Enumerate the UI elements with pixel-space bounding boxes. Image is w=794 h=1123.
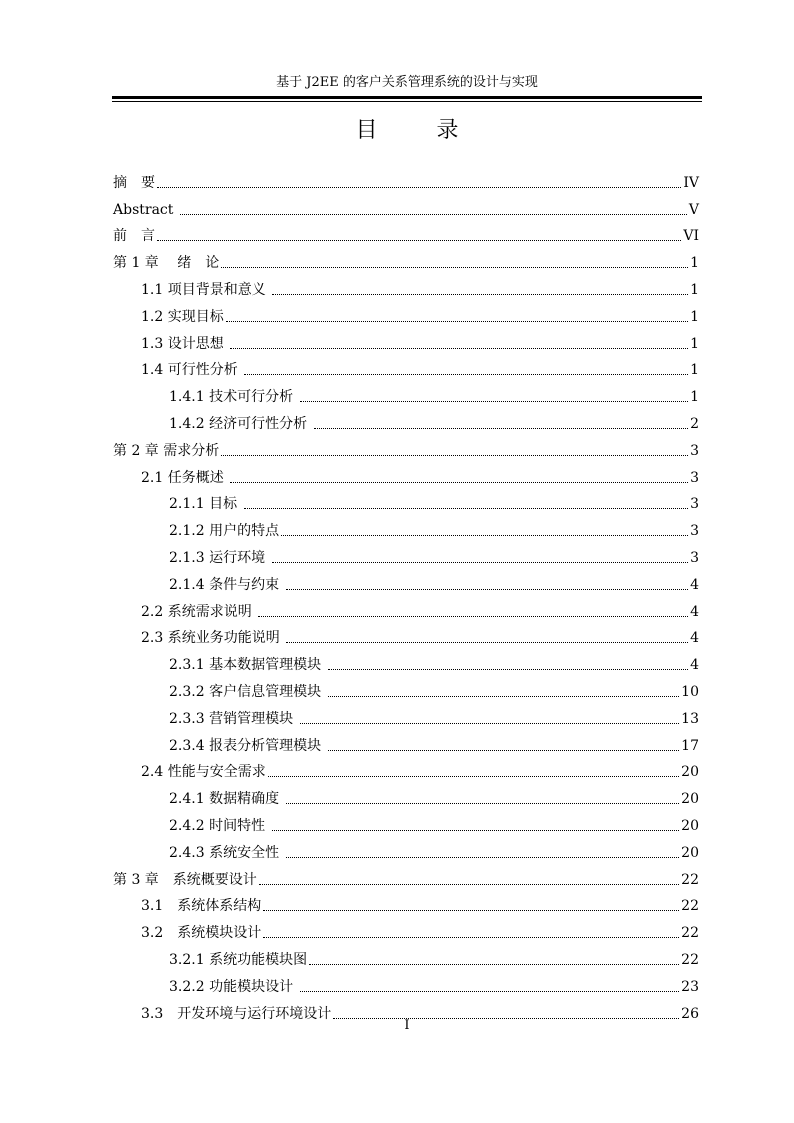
toc-entry-page: 23 [681, 978, 699, 995]
toc-entry[interactable] [113, 781, 699, 808]
toc-entry[interactable] [113, 567, 699, 594]
toc-dot-leader [272, 562, 689, 563]
toc-dot-leader [263, 910, 679, 911]
toc-entry-title: 前 言 [113, 228, 155, 245]
toc-entry-page: 4 [690, 630, 699, 647]
toc-dot-leader [258, 616, 688, 617]
toc-entry-title: 2.4 性能与安全需求 [141, 764, 266, 781]
toc-dot-leader [281, 535, 688, 536]
toc-entry-title: 3.2.2 功能模块设计 [169, 978, 298, 995]
toc-entry-page: 20 [681, 844, 699, 861]
toc-dot-leader [259, 884, 679, 885]
toc-dot-leader [180, 214, 687, 215]
toc-dot-leader [272, 830, 680, 831]
toc-entry-page: 1 [690, 255, 699, 272]
toc-entry-title: 1.3 设计思想 [141, 335, 229, 352]
toc-entry-title: 2.1.3 运行环境 [169, 549, 270, 566]
toc-entry-page: 3 [690, 523, 699, 540]
toc-entry[interactable] [113, 460, 699, 487]
toc-entry-title: 2.1.4 条件与约束 [169, 576, 284, 593]
toc-entry-page: 20 [681, 791, 699, 808]
toc-entry-page: 13 [681, 710, 699, 727]
toc-entry-title: 2.4.1 数据精确度 [169, 791, 284, 808]
toc-entry-page: 3 [690, 496, 699, 513]
toc-heading: 目 录 [355, 118, 485, 143]
toc-entry-page: 4 [690, 576, 699, 593]
toc-entry[interactable] [113, 969, 699, 996]
toc-dot-leader [230, 482, 688, 483]
toc-entry[interactable] [113, 326, 699, 353]
toc-entry-page: V [688, 201, 699, 218]
toc-entry-page: VI [683, 228, 699, 245]
toc-entry[interactable] [113, 219, 699, 246]
toc-entry[interactable] [113, 942, 699, 969]
toc-entry-title: 2.1.1 目标 [169, 496, 242, 513]
toc-entry[interactable] [113, 728, 699, 755]
toc-entry[interactable] [113, 487, 699, 514]
toc-dot-leader [286, 803, 680, 804]
page-number: I [404, 1018, 410, 1033]
toc-entry[interactable] [113, 594, 699, 621]
toc-dot-leader [221, 455, 688, 456]
toc-entry-page: IV [683, 174, 699, 191]
toc-entry-page: 3 [690, 469, 699, 486]
toc-entry[interactable] [113, 299, 699, 326]
toc-entry-title: 1.4.1 技术可行分析 [169, 389, 298, 406]
toc-dot-leader [328, 696, 680, 697]
toc-entry-page: 22 [681, 925, 699, 942]
toc-dot-leader [263, 937, 679, 938]
toc-entry-page: 4 [690, 657, 699, 674]
toc-dot-leader [157, 240, 681, 241]
header-rule-thick [112, 96, 702, 99]
toc-dot-leader [244, 508, 689, 509]
toc-entry-page: 3 [690, 442, 699, 459]
toc-entry-page: 1 [690, 281, 699, 298]
toc-entry[interactable] [113, 540, 699, 567]
toc-entry-title: 2.2 系统需求说明 [141, 603, 257, 620]
toc-entry-title: 第 1 章 绪 论 [113, 255, 220, 272]
toc-entry-title: 第 3 章 系统概要设计 [113, 871, 257, 888]
toc-entry-page: 4 [690, 603, 699, 620]
toc-entry-title: 3.2 系统模块设计 [141, 925, 262, 942]
toc-entry-page: 22 [681, 951, 699, 968]
toc-entry-page: 17 [681, 737, 699, 754]
toc-entry-page: 1 [690, 362, 699, 379]
toc-entry-title: 3.1 系统体系结构 [141, 898, 262, 915]
toc-entry-title: 2.4.2 时间特性 [169, 817, 270, 834]
toc-dot-leader [244, 374, 688, 375]
toc-dot-leader [226, 321, 688, 322]
toc-entry-page: 22 [681, 871, 699, 888]
toc-dot-leader [328, 750, 680, 751]
toc-entry[interactable] [113, 915, 699, 942]
toc-entry-title: 2.4.3 系统安全性 [169, 844, 284, 861]
toc-entry-title: 3.2.1 系统功能模块图 [169, 951, 308, 968]
toc-dot-leader [268, 776, 679, 777]
toc-entry[interactable] [113, 862, 699, 889]
toc-entry-page: 3 [690, 549, 699, 566]
toc-entry-title: 3.3 开发环境与运行环境设计 [141, 1005, 332, 1022]
toc-entry[interactable] [113, 353, 699, 380]
toc-dot-leader [309, 964, 679, 965]
toc-dot-leader [300, 991, 680, 992]
toc-dot-leader [300, 723, 680, 724]
toc-entry[interactable] [113, 808, 699, 835]
toc-dot-leader [157, 187, 681, 188]
toc-entry[interactable] [113, 701, 699, 728]
toc-entry[interactable] [113, 835, 699, 862]
toc-entry-page: 22 [681, 898, 699, 915]
toc-entry-title: 1.2 实现目标 [141, 308, 224, 325]
toc-dot-leader [314, 428, 689, 429]
toc-entry[interactable] [113, 272, 699, 299]
toc-entry-title: 1.4.2 经济可行性分析 [169, 415, 312, 432]
toc-entry-page: 1 [690, 389, 699, 406]
toc-entry[interactable] [113, 889, 699, 916]
toc-dot-leader [272, 294, 688, 295]
toc-entry[interactable] [113, 647, 699, 674]
toc-dot-leader [328, 669, 689, 670]
toc-entry-page: 20 [681, 764, 699, 781]
toc-entry-title: 2.3.1 基本数据管理模块 [169, 657, 326, 674]
toc-entry[interactable] [113, 379, 699, 406]
toc-entry[interactable] [113, 621, 699, 648]
toc-entry[interactable] [113, 406, 699, 433]
toc-dot-leader [230, 348, 688, 349]
toc-entry[interactable] [113, 192, 699, 219]
toc-dot-leader [286, 857, 680, 858]
toc-entry-title: Abstract [113, 201, 178, 218]
toc-entry[interactable] [113, 513, 699, 540]
toc-entry[interactable] [113, 433, 699, 460]
toc-dot-leader [300, 401, 689, 402]
toc-entry-title: 第 2 章 需求分析 [113, 442, 220, 459]
toc-entry-title: 2.3.3 营销管理模块 [169, 710, 298, 727]
toc-entry-page: 10 [681, 683, 699, 700]
toc-dot-leader [286, 589, 689, 590]
toc-entry-title: 1.1 项目背景和意义 [141, 281, 271, 298]
toc-entry-page: 2 [690, 415, 699, 432]
toc-entry[interactable] [113, 674, 699, 701]
toc-entry-page: 1 [690, 335, 699, 352]
toc-entry-page: 1 [690, 308, 699, 325]
toc-entry[interactable] [113, 755, 699, 782]
toc-entry-page: 20 [681, 817, 699, 834]
toc-entry-title: 2.3.4 报表分析管理模块 [169, 737, 326, 754]
header-rule-thin [112, 101, 702, 102]
toc-entry-title: 1.4 可行性分析 [141, 362, 243, 379]
toc-dot-leader [221, 267, 688, 268]
toc-entry[interactable] [113, 245, 699, 272]
toc-entry-title: 2.3 系统业务功能说明 [141, 630, 285, 647]
toc-entry-title: 2.1 任务概述 [141, 469, 229, 486]
toc-entry-title: 摘 要 [113, 174, 155, 191]
toc-entry-page: 26 [681, 1005, 699, 1022]
table-of-contents [113, 165, 699, 1023]
toc-entry[interactable] [113, 165, 699, 192]
toc-dot-leader [286, 642, 688, 643]
toc-entry-title: 2.1.2 用户的特点 [169, 523, 280, 540]
toc-entry-title: 2.3.2 客户信息管理模块 [169, 683, 326, 700]
running-header-title: 基于 J2EE 的客户关系管理系统的设计与实现 [276, 75, 538, 90]
